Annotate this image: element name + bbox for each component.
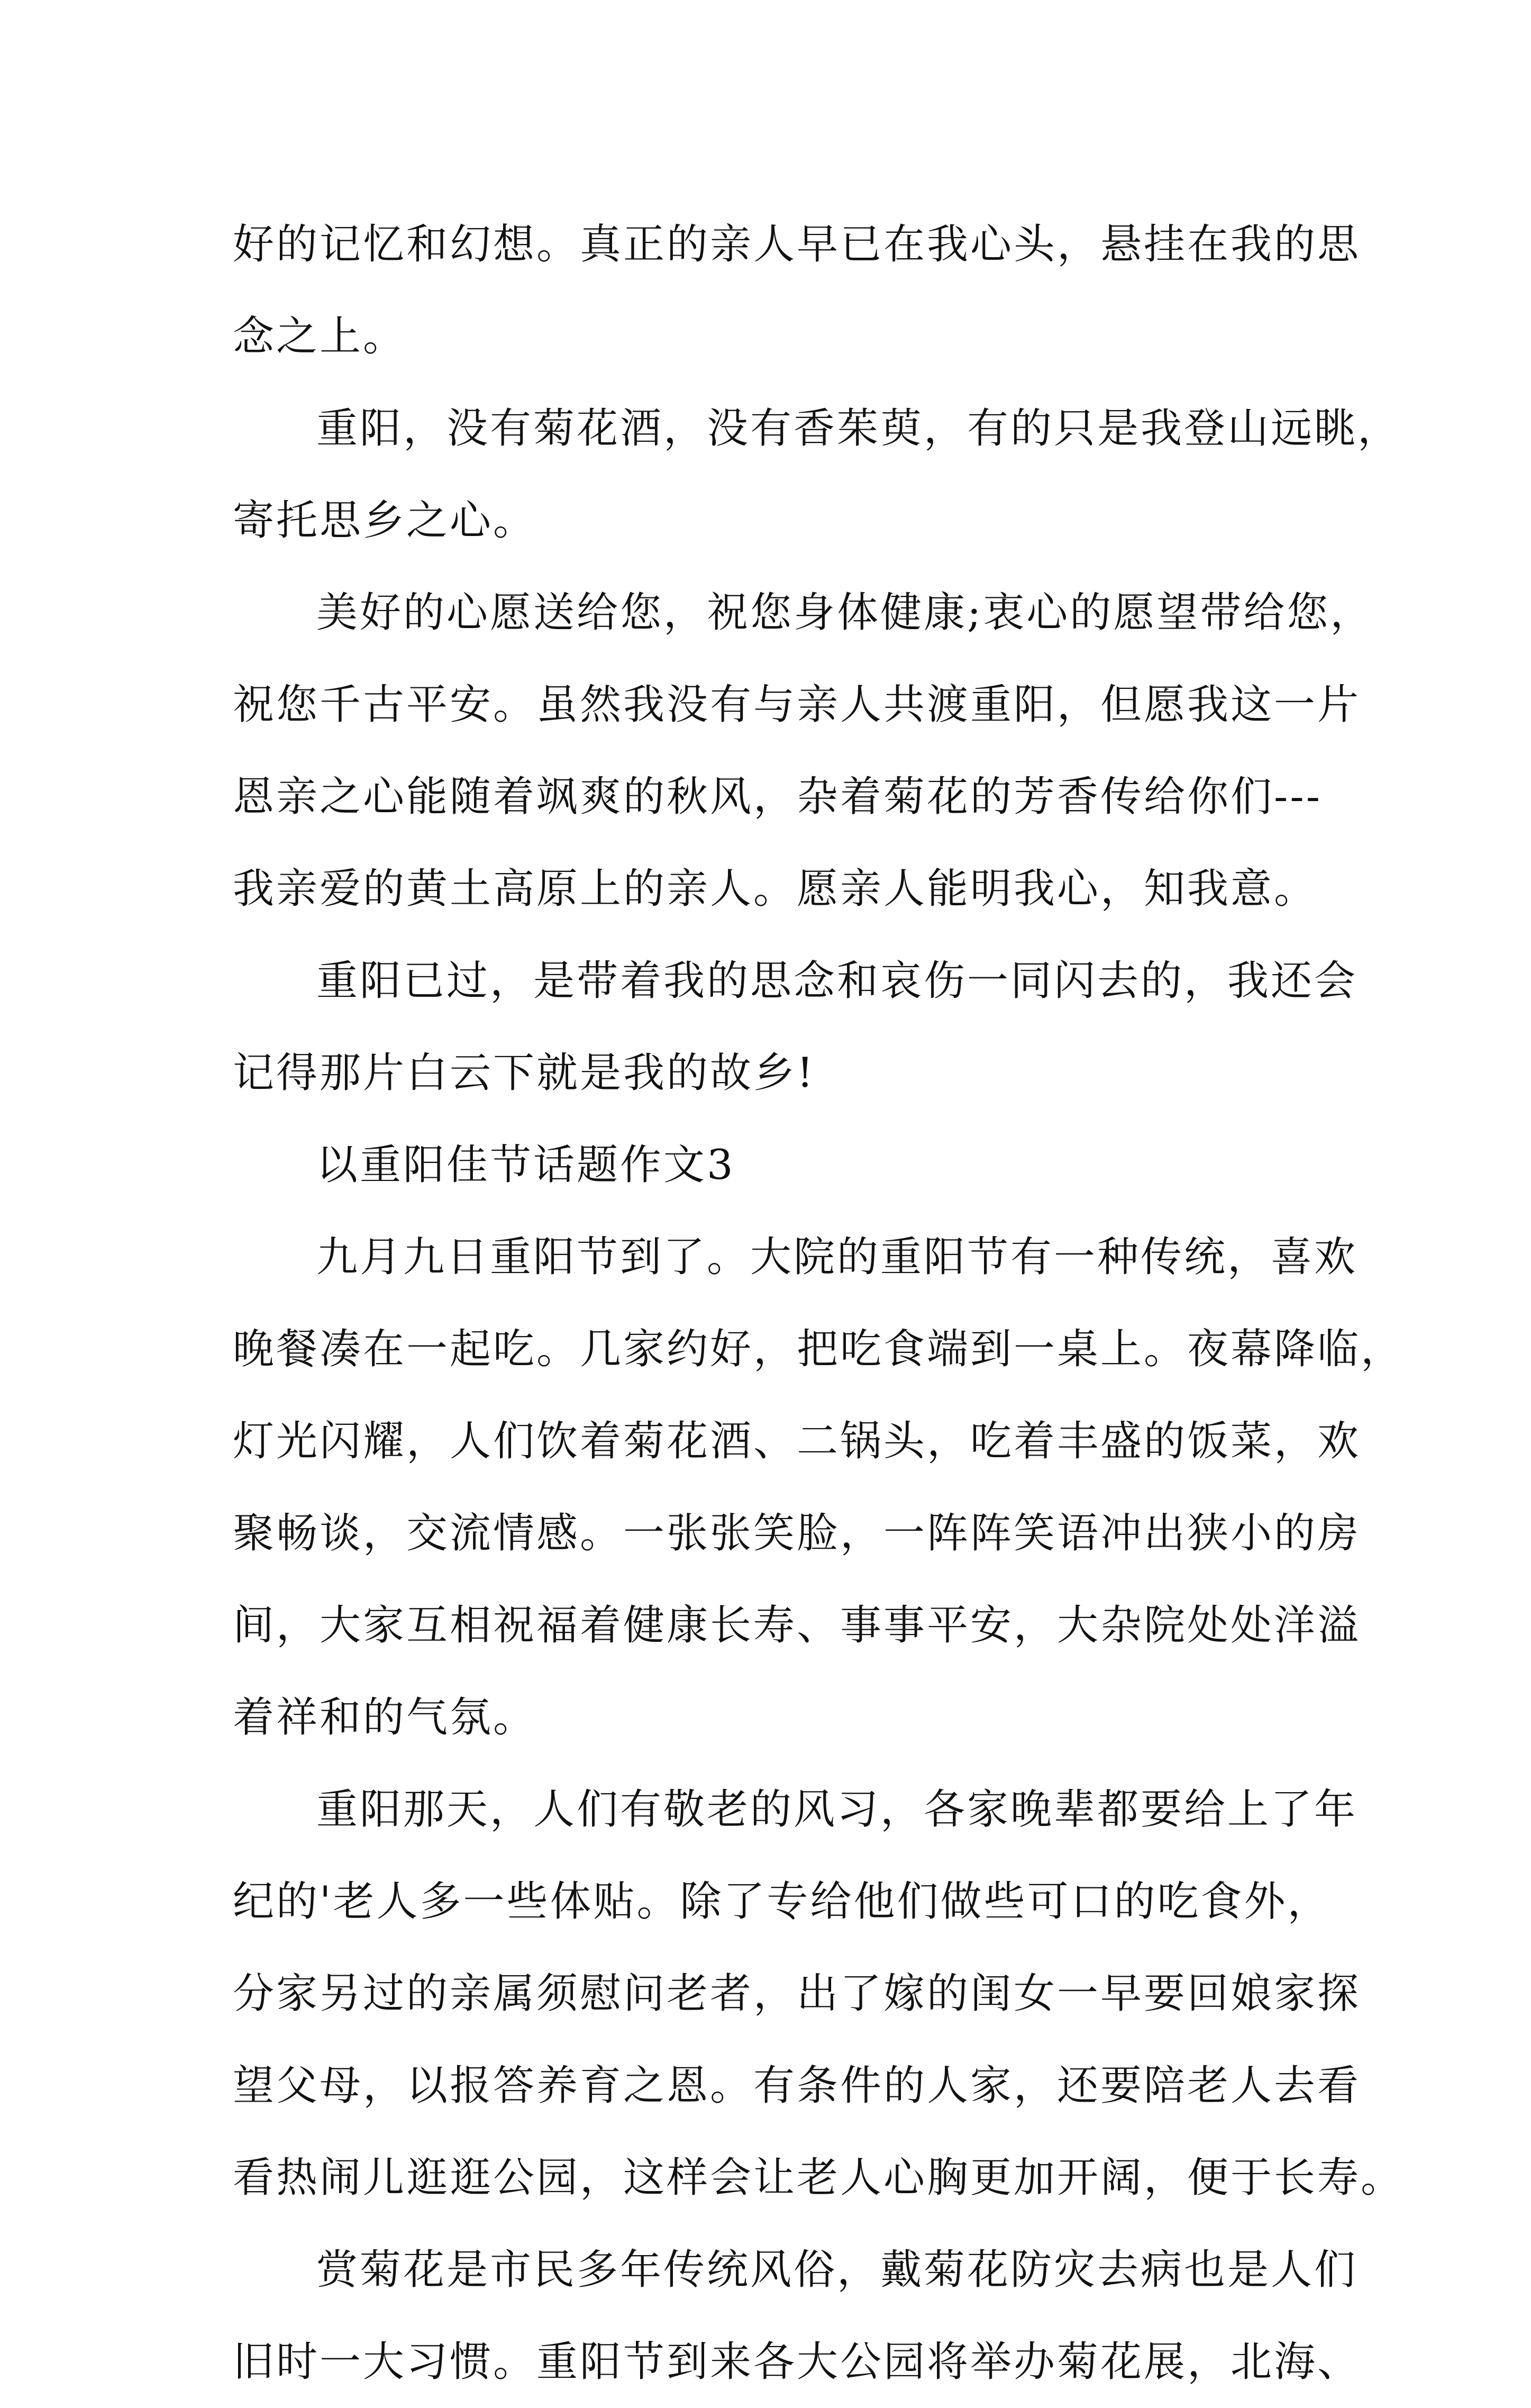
text-line: 祝您千古平安。虽然我没有与亲人共渡重阳，但愿我这一片 (233, 681, 1361, 729)
document-body (233, 198, 1405, 2408)
paragraph-start-line: 赏菊花是市民多年传统风俗，戴菊花防灾去病也是人们 (316, 2246, 1358, 2294)
text-line: 恩亲之心能随着飒爽的秋风，杂着菊花的芳香传给你们--- (233, 773, 1323, 821)
text-line: 念之上。 (233, 313, 407, 360)
paragraph-start-line: 九月九日重阳节到了。大院的重阳节有一种传统，喜欢 (316, 1233, 1358, 1281)
section-heading: 以重阳佳节话题作文3 (316, 1141, 735, 1189)
text-line: 寄托思乡之心。 (233, 497, 537, 544)
text-line: 好的记忆和幻想。真正的亲人早已在我心头，悬挂在我的思 (233, 221, 1361, 268)
text-line: 旧时一大习惯。重阳节到来各大公园将举办菊花展，北海、 (233, 2338, 1361, 2386)
text-line: 我亲爱的黄土高原上的亲人。愿亲人能明我心，知我意。 (233, 865, 1318, 913)
text-line: 分家另过的亲属须慰问老者，出了嫁的闺女一早要回娘家探 (233, 1970, 1361, 2018)
paragraph-start-line: 美好的心愿送给您，祝您身体健康;衷心的愿望带给您， (316, 589, 1374, 637)
text-line: 灯光闪耀，人们饮着菊花酒、二锅头，吃着丰盛的饭菜，欢 (233, 1417, 1361, 1465)
text-line: 间，大家互相祝福着健康长寿、事事平安，大杂院处处洋溢 (233, 1602, 1361, 1649)
text-line: 看热闹儿逛逛公园，这样会让老人心胸更加开阔，便于长寿。 (233, 2154, 1405, 2202)
text-line: 记得那片白云下就是我的故乡! (233, 1049, 816, 1097)
paragraph-start-line: 重阳，没有菊花酒，没有香茱萸，有的只是我登山远眺， (316, 405, 1401, 452)
paragraph-start-line: 重阳已过，是带着我的思念和哀伤一同闪去的，我还会 (316, 957, 1358, 1005)
paragraph-start-line: 重阳那天，人们有敬老的风习，各家晚辈都要给上了年 (316, 1786, 1358, 1833)
text-line: 望父母，以报答养育之恩。有条件的人家，还要陪老人去看 (233, 2062, 1361, 2110)
text-line: 纪的'老人多一些体贴。除了专给他们做些可口的吃食外， (233, 1878, 1331, 1925)
text-line: 晚餐凑在一起吃。几家约好，把吃食端到一桌上。夜幕降临， (233, 1325, 1405, 1373)
text-line: 着祥和的气氛。 (233, 1694, 537, 1741)
text-line: 聚畅谈，交流情感。一张张笑脸，一阵阵笑语冲出狭小的房 (233, 1510, 1361, 1557)
